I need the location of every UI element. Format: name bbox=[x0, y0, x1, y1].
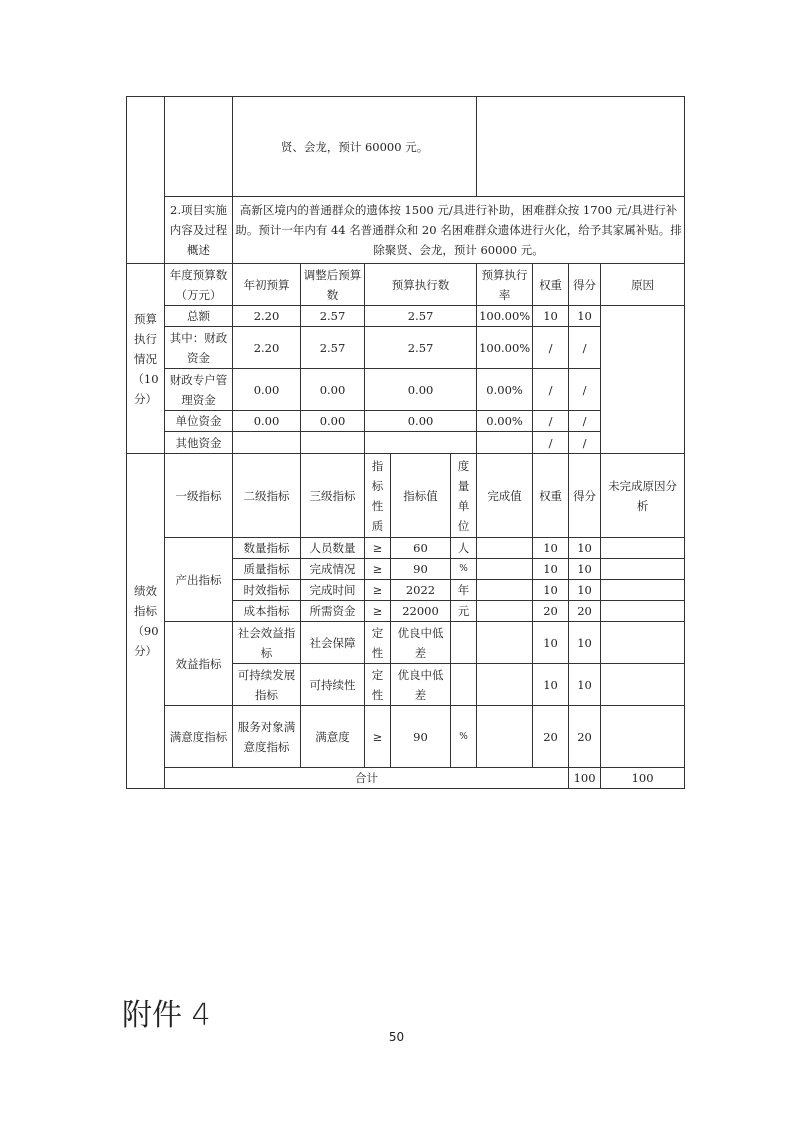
perf-weight: 10 bbox=[533, 622, 569, 664]
budget-score: / bbox=[569, 411, 601, 432]
perf-header-l1: 一级指标 bbox=[165, 454, 233, 538]
budget-initial: 2.20 bbox=[233, 306, 301, 327]
perf-nature: ≥ bbox=[365, 559, 391, 580]
budget-adjusted: 2.57 bbox=[301, 306, 365, 327]
perf-header-unit: 度量单位 bbox=[451, 454, 477, 538]
output-indicator-label: 产出指标 bbox=[165, 538, 233, 622]
perf-value: 90 bbox=[391, 706, 451, 768]
perf-header-reason: 未完成原因分析 bbox=[601, 454, 685, 538]
budget-rate bbox=[477, 432, 533, 454]
perf-row bbox=[127, 622, 685, 664]
perf-reason bbox=[601, 559, 685, 580]
budget-reason-cell bbox=[601, 306, 685, 454]
blank-label-cell bbox=[165, 97, 233, 197]
budget-initial: 2.20 bbox=[233, 327, 301, 369]
perf-reason bbox=[601, 580, 685, 601]
performance-header-row bbox=[127, 454, 685, 538]
satisfaction-indicator-label: 满意度指标 bbox=[165, 706, 233, 768]
perf-l2: 服务对象满意度指标 bbox=[233, 706, 301, 768]
perf-nature: 定性 bbox=[365, 622, 391, 664]
budget-header-executed: 预算执行数 bbox=[365, 264, 477, 306]
budget-row-label: 单位资金 bbox=[165, 411, 233, 432]
perf-done bbox=[477, 559, 533, 580]
perf-unit bbox=[451, 664, 477, 706]
budget-adjusted: 2.57 bbox=[301, 327, 365, 369]
perf-l3: 满意度 bbox=[301, 706, 365, 768]
budget-row bbox=[127, 306, 685, 327]
perf-weight: 10 bbox=[533, 538, 569, 559]
perf-score: 20 bbox=[569, 706, 601, 768]
continuation-text: 贤、会龙，预计 60000 元。 bbox=[233, 97, 477, 197]
budget-initial bbox=[233, 432, 301, 454]
budget-row-label: 其他资金 bbox=[165, 432, 233, 454]
budget-section-label: 预算执行情况（10分） bbox=[127, 264, 165, 454]
perf-l2: 成本指标 bbox=[233, 601, 301, 622]
perf-value: 2022 bbox=[391, 580, 451, 601]
total-score: 100 bbox=[601, 768, 685, 789]
budget-executed bbox=[365, 432, 477, 454]
budget-weight: 10 bbox=[533, 306, 569, 327]
perf-unit: % bbox=[451, 559, 477, 580]
implementation-label: 2.项目实施内容及过程概述 bbox=[165, 197, 233, 264]
perf-nature: 定性 bbox=[365, 664, 391, 706]
perf-l3: 所需资金 bbox=[301, 601, 365, 622]
budget-row-label: 财政专户管理资金 bbox=[165, 369, 233, 411]
budget-executed: 0.00 bbox=[365, 369, 477, 411]
perf-l3: 完成时间 bbox=[301, 580, 365, 601]
perf-score: 10 bbox=[569, 622, 601, 664]
performance-section-label: 绩效指标（90分） bbox=[127, 454, 165, 789]
implementation-row bbox=[127, 197, 685, 264]
budget-header-reason: 原因 bbox=[601, 264, 685, 306]
budget-score: / bbox=[569, 369, 601, 411]
perf-done bbox=[477, 538, 533, 559]
perf-unit: 年 bbox=[451, 580, 477, 601]
budget-rate: 100.00% bbox=[477, 306, 533, 327]
budget-header-weight: 权重 bbox=[533, 264, 569, 306]
budget-header-row bbox=[127, 264, 685, 306]
budget-rate: 0.00% bbox=[477, 369, 533, 411]
perf-l2: 质量指标 bbox=[233, 559, 301, 580]
perf-reason bbox=[601, 706, 685, 768]
budget-initial: 0.00 bbox=[233, 369, 301, 411]
page-number: 50 bbox=[388, 1030, 405, 1044]
budget-initial: 0.00 bbox=[233, 411, 301, 432]
budget-row-label: 总额 bbox=[165, 306, 233, 327]
perf-l2: 社会效益指标 bbox=[233, 622, 301, 664]
blank-left-cell bbox=[127, 97, 165, 264]
perf-unit: 元 bbox=[451, 601, 477, 622]
perf-unit: % bbox=[451, 706, 477, 768]
perf-score: 10 bbox=[569, 559, 601, 580]
budget-score: 10 bbox=[569, 306, 601, 327]
perf-header-l3: 三级指标 bbox=[301, 454, 365, 538]
total-row bbox=[127, 768, 685, 789]
perf-nature: ≥ bbox=[365, 538, 391, 559]
perf-l2: 数量指标 bbox=[233, 538, 301, 559]
budget-adjusted bbox=[301, 432, 365, 454]
total-weight: 100 bbox=[569, 768, 601, 789]
budget-weight: / bbox=[533, 411, 569, 432]
perf-done bbox=[477, 664, 533, 706]
perf-header-value: 指标值 bbox=[391, 454, 451, 538]
budget-header-initial: 年初预算 bbox=[233, 264, 301, 306]
perf-unit bbox=[451, 622, 477, 664]
budget-score: / bbox=[569, 432, 601, 454]
budget-header-adjusted: 调整后预算数 bbox=[301, 264, 365, 306]
perf-l3: 可持续性 bbox=[301, 664, 365, 706]
perf-header-nature: 指标性质 bbox=[365, 454, 391, 538]
perf-reason bbox=[601, 622, 685, 664]
perf-l3: 人员数量 bbox=[301, 538, 365, 559]
perf-weight: 10 bbox=[533, 559, 569, 580]
perf-value: 优良中低差 bbox=[391, 664, 451, 706]
budget-weight: / bbox=[533, 369, 569, 411]
budget-score: / bbox=[569, 327, 601, 369]
budget-executed: 0.00 bbox=[365, 411, 477, 432]
perf-value: 90 bbox=[391, 559, 451, 580]
budget-rate: 0.00% bbox=[477, 411, 533, 432]
perf-weight: 10 bbox=[533, 664, 569, 706]
perf-row bbox=[127, 538, 685, 559]
perf-value: 优良中低差 bbox=[391, 622, 451, 664]
perf-done bbox=[477, 601, 533, 622]
perf-score: 10 bbox=[569, 538, 601, 559]
perf-nature: ≥ bbox=[365, 580, 391, 601]
perf-reason bbox=[601, 664, 685, 706]
budget-weight: / bbox=[533, 327, 569, 369]
perf-done bbox=[477, 706, 533, 768]
perf-score: 10 bbox=[569, 580, 601, 601]
budget-adjusted: 0.00 bbox=[301, 411, 365, 432]
perf-score: 20 bbox=[569, 601, 601, 622]
total-label: 合计 bbox=[165, 768, 569, 789]
perf-weight: 20 bbox=[533, 706, 569, 768]
budget-rate: 100.00% bbox=[477, 327, 533, 369]
perf-l2: 时效指标 bbox=[233, 580, 301, 601]
budget-executed: 2.57 bbox=[365, 306, 477, 327]
implementation-text: 高新区境内的普通群众的遗体按 1500 元/具进行补助，困难群众按 1700 元/具进行补助。预计一年内有 44 名普通群众和 20 名困难群众遗体进行火化，给予其家属补贴。排除聚贤、会龙，预计 60000 元。 bbox=[233, 197, 685, 264]
continuation-row bbox=[127, 97, 685, 197]
perf-value: 60 bbox=[391, 538, 451, 559]
perf-l3: 社会保障 bbox=[301, 622, 365, 664]
perf-score: 10 bbox=[569, 664, 601, 706]
budget-header-annual: 年度预算数（万元） bbox=[165, 264, 233, 306]
budget-executed: 2.57 bbox=[365, 327, 477, 369]
perf-header-done: 完成值 bbox=[477, 454, 533, 538]
budget-adjusted: 0.00 bbox=[301, 369, 365, 411]
perf-weight: 10 bbox=[533, 580, 569, 601]
performance-self-evaluation-table bbox=[126, 96, 685, 789]
blank-right-cell bbox=[477, 97, 685, 197]
budget-header-score: 得分 bbox=[569, 264, 601, 306]
perf-value: 22000 bbox=[391, 601, 451, 622]
perf-unit: 人 bbox=[451, 538, 477, 559]
perf-row bbox=[127, 706, 685, 768]
budget-row-label: 其中：财政资金 bbox=[165, 327, 233, 369]
perf-done bbox=[477, 580, 533, 601]
perf-reason bbox=[601, 538, 685, 559]
perf-l2: 可持续发展指标 bbox=[233, 664, 301, 706]
perf-header-l2: 二级指标 bbox=[233, 454, 301, 538]
perf-nature: ≥ bbox=[365, 706, 391, 768]
perf-nature: ≥ bbox=[365, 601, 391, 622]
annex-title: 附件 4 bbox=[122, 998, 211, 1033]
perf-done bbox=[477, 622, 533, 664]
perf-header-weight: 权重 bbox=[533, 454, 569, 538]
budget-header-rate: 预算执行率 bbox=[477, 264, 533, 306]
perf-l3: 完成情况 bbox=[301, 559, 365, 580]
perf-reason bbox=[601, 601, 685, 622]
budget-weight: / bbox=[533, 432, 569, 454]
benefit-indicator-label: 效益指标 bbox=[165, 622, 233, 706]
perf-header-score: 得分 bbox=[569, 454, 601, 538]
perf-weight: 20 bbox=[533, 601, 569, 622]
